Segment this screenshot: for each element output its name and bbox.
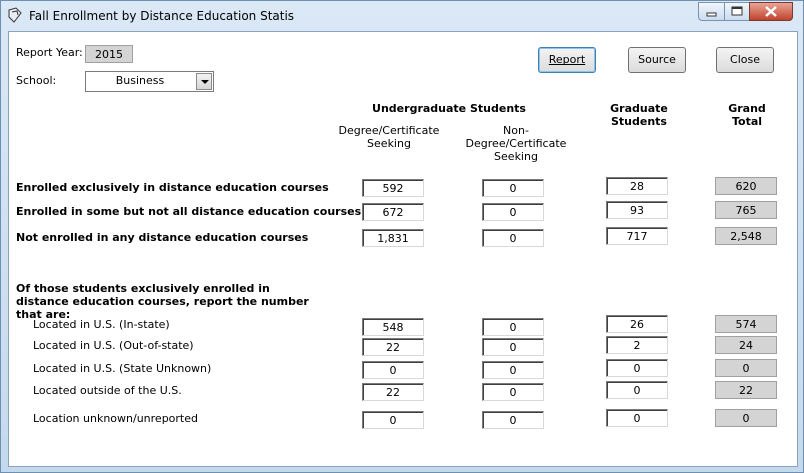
graduate-cell[interactable]: 0: [606, 409, 668, 427]
nondegree-cell[interactable]: 0: [482, 338, 544, 356]
total-cell: 24: [715, 336, 777, 354]
form-body: [8, 31, 798, 467]
school-label: School:: [16, 74, 57, 87]
total-cell: 765: [715, 201, 777, 219]
graduate-cell[interactable]: 0: [606, 381, 668, 399]
close-button[interactable]: [716, 47, 774, 73]
subrow-label: Located in U.S. (In-state): [33, 318, 170, 331]
app-icon: [7, 7, 23, 23]
row-label: Enrolled in some but not all distance education courses: [16, 205, 362, 218]
chevron-down-icon[interactable]: [196, 73, 212, 90]
source-button[interactable]: [628, 47, 686, 73]
graduate-cell[interactable]: 2: [606, 336, 668, 354]
report-button-label: Report: [548, 53, 586, 66]
degree-cell[interactable]: 1,831: [362, 229, 424, 247]
maximize-button[interactable]: [724, 2, 750, 21]
nondegree-cell[interactable]: 0: [482, 361, 544, 379]
subrow-label: Location unknown/unreported: [33, 412, 198, 425]
degree-cell[interactable]: 0: [362, 361, 424, 379]
subrow-label: Located in U.S. (State Unknown): [33, 362, 212, 375]
degree-seeking-header: Degree/Certificate Seeking: [338, 124, 440, 150]
degree-cell[interactable]: 592: [362, 179, 424, 197]
degree-cell[interactable]: 0: [362, 411, 424, 429]
minimize-button[interactable]: [698, 2, 725, 21]
nondegree-cell[interactable]: 0: [482, 411, 544, 429]
total-cell: 0: [715, 359, 777, 377]
minimize-icon: [699, 3, 724, 20]
window-title: Fall Enrollment by Distance Education Statis: [29, 9, 295, 23]
degree-cell[interactable]: 548: [362, 318, 424, 336]
report-year-field: 2015: [85, 45, 133, 63]
source-button-label: Source: [638, 53, 676, 66]
school-select[interactable]: [85, 71, 214, 92]
graduate-cell[interactable]: 93: [606, 201, 668, 219]
undergrad-header: Undergraduate Students: [372, 102, 526, 115]
nondegree-seeking-header: Non-Degree/Certificate Seeking: [465, 124, 567, 163]
report-year-label: Report Year:: [16, 46, 83, 59]
subsection-title: Of those students exclusively enrolled in distance education courses, report the number that are:: [16, 282, 309, 321]
close-icon: [750, 3, 792, 20]
graduate-cell[interactable]: 0: [606, 359, 668, 377]
school-select-value: Business: [115, 74, 165, 87]
title-bar[interactable]: [1, 1, 803, 31]
close-button-label: Close: [730, 53, 760, 66]
row-label: Enrolled exclusively in distance education courses: [16, 181, 329, 194]
nondegree-cell[interactable]: 0: [482, 318, 544, 336]
row-label: Not enrolled in any distance education courses: [16, 231, 309, 244]
grand-total-header: Grand Total: [728, 102, 766, 128]
subrow-label: Located outside of the U.S.: [33, 384, 182, 397]
subrow-label: Located in U.S. (Out-of-state): [33, 339, 194, 352]
report-button[interactable]: [538, 47, 596, 73]
total-cell: 620: [715, 177, 777, 195]
graduate-cell[interactable]: 28: [606, 177, 668, 195]
graduate-cell[interactable]: 26: [606, 315, 668, 333]
degree-cell[interactable]: 672: [362, 203, 424, 221]
maximize-icon: [725, 3, 749, 20]
graduate-header: Graduate Students: [610, 102, 668, 128]
nondegree-cell[interactable]: 0: [482, 179, 544, 197]
nondegree-cell[interactable]: 0: [482, 203, 544, 221]
degree-cell[interactable]: 22: [362, 383, 424, 401]
window-close-button[interactable]: [749, 2, 793, 21]
nondegree-cell[interactable]: 0: [482, 383, 544, 401]
graduate-cell[interactable]: 717: [606, 227, 668, 245]
total-cell: 2,548: [715, 227, 777, 245]
nondegree-cell[interactable]: 0: [482, 229, 544, 247]
degree-cell[interactable]: 22: [362, 338, 424, 356]
total-cell: 22: [715, 381, 777, 399]
total-cell: 0: [715, 409, 777, 427]
total-cell: 574: [715, 315, 777, 333]
